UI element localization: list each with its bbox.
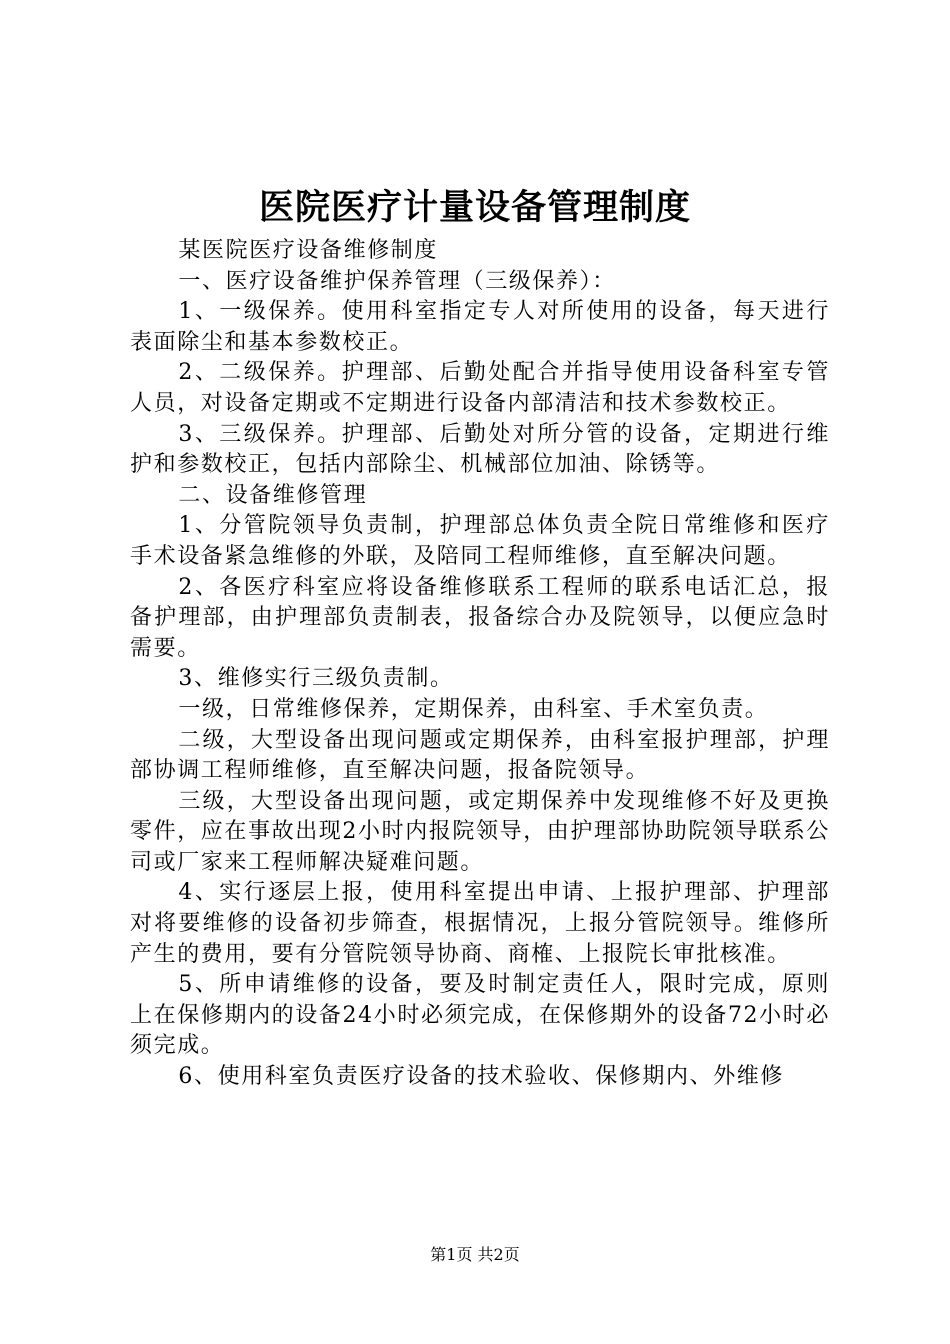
document-title: 医院医疗计量设备管理制度 <box>258 187 691 228</box>
paragraph: 一级，日常维修保养，定期保养，由科室、手术室负责。 <box>178 696 769 722</box>
paragraph: 一、医疗设备维护保养管理（三级保养）： <box>178 268 616 294</box>
paragraph: 三级，大型设备出现问题，或定期保养中发现维修不好及更换零件，应在事故出现2小时内报院领导，由护理部协助院领导联系公司或厂家来工程师解决疑难问题。 <box>130 788 830 875</box>
paragraph: 2、二级保养。护理部、后勤处配合并指导使用设备科室专管人员，对设备定期或不定期进行设备内部清洁和技术参数校正。 <box>130 360 830 416</box>
paragraph: 5、所申请维修的设备，要及时制定责任人，限时完成，原则上在保修期内的设备24小时必须完成，在保修期外的设备72小时必须完成。 <box>130 972 830 1059</box>
paragraph: 1、分管院领导负责制，护理部总体负责全院日常维修和医疗手术设备紧急维修的外联，及陪同工程师维修，直至解决问题。 <box>130 513 830 569</box>
paragraph: 2、各医疗科室应将设备维修联系工程师的联系电话汇总，报备护理部，由护理部负责制表，报备综合办及院领导，以便应急时需要。 <box>130 574 830 661</box>
paragraph: 4、实行逐层上报，使用科室提出申请、上报护理部、护理部对将要维修的设备初步筛查，根据情况，上报分管院领导。维修所产生的费用，要有分管院领导协商、商榷、上报院长审批核准。 <box>130 880 830 967</box>
paragraph: 1、一级保养。使用科室指定专人对所使用的设备，每天进行表面除尘和基本参数校正。 <box>130 299 830 355</box>
paragraph: 某医院医疗设备维修制度 <box>178 238 438 263</box>
paragraph: 3、三级保养。护理部、后勤处对所分管的设备，定期进行维护和参数校正，包括内部除尘、机械部位加油、除锈等。 <box>130 421 830 478</box>
page-footer: 第1页 共2页 <box>430 1245 520 1264</box>
document-body <box>130 236 830 1093</box>
paragraph: 3、维修实行三级负责制。 <box>178 666 454 692</box>
paragraph: 二、设备维修管理 <box>178 482 368 508</box>
paragraph: 6、使用科室负责医疗设备的技术验收、保修期内、外维修 <box>178 1064 784 1090</box>
paragraph: 二级，大型设备出现问题或定期保养，由科室报护理部，护理部协调工程师维修，直至解决问题，报备院领导。 <box>130 727 830 784</box>
